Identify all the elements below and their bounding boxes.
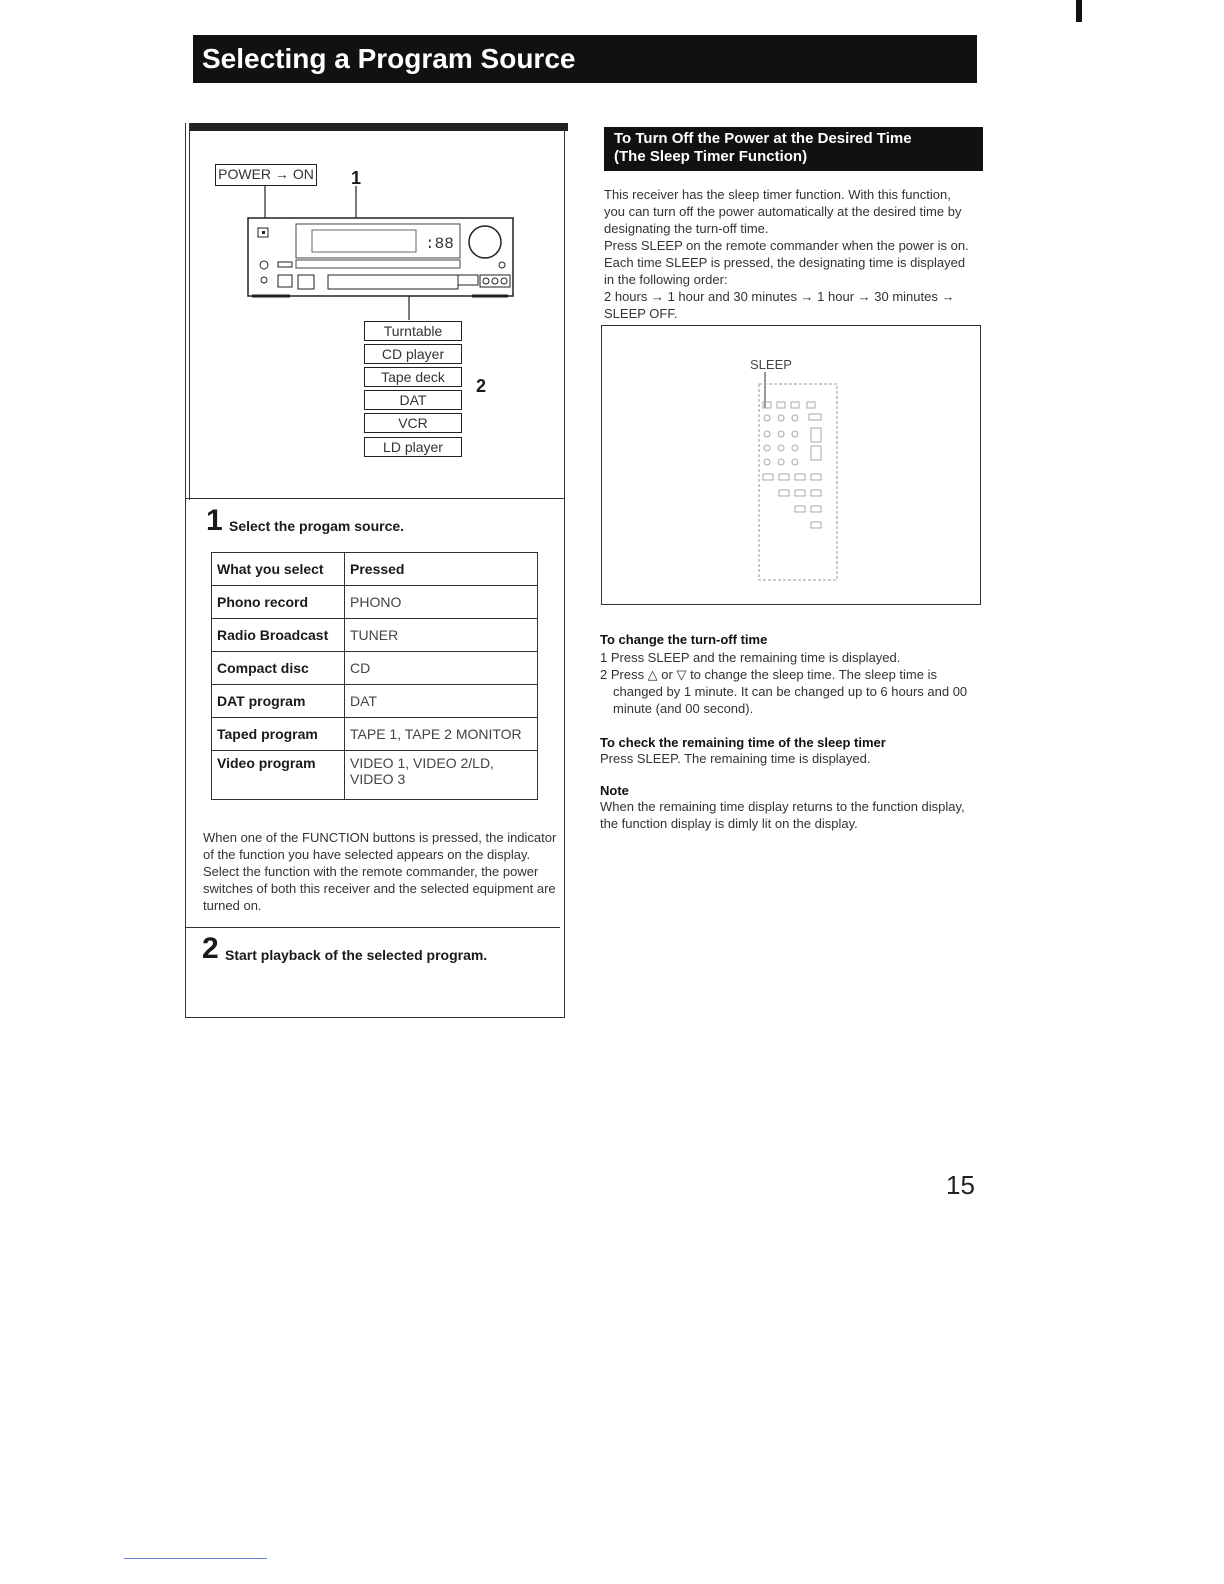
table-cell-button: TAPE 1, TAPE 2 MONITOR — [345, 718, 538, 751]
table-row — [212, 586, 538, 619]
page-edge-mark — [1076, 0, 1082, 22]
table-cell-button: DAT — [345, 685, 538, 718]
step-2-text: Start playback of the selected program. — [225, 947, 488, 963]
sleep-intro — [604, 186, 974, 322]
table-cell-item: Phono record — [212, 586, 345, 619]
bottom-rule — [124, 1558, 267, 1559]
callout-2: 2 — [476, 376, 487, 396]
table-row — [212, 652, 538, 685]
svg-text::88: :88 — [425, 235, 454, 253]
note-text: When the remaining time display returns to the function display, the function display is dimly lit on the display. — [600, 799, 965, 831]
table-row — [212, 718, 538, 751]
panel-divider — [185, 927, 560, 928]
sleep-heading-line-2: (The Sleep Timer Function) — [614, 148, 808, 165]
step-1-number: 1 — [206, 504, 223, 537]
change-time-section — [600, 632, 980, 717]
source-label-cd-player: CD player — [364, 344, 462, 364]
panel-divider — [185, 498, 565, 499]
source-label-vcr: VCR — [364, 413, 462, 433]
table-header-row — [212, 553, 538, 586]
note-section — [600, 783, 970, 832]
table-cell-item: Video program — [212, 751, 345, 800]
source-label-ld-player: LD player — [364, 437, 462, 457]
table-cell-button: TUNER — [345, 619, 538, 652]
check-time-title: To check the remaining time of the sleep timer — [600, 735, 886, 750]
sleep-press-text: Press SLEEP on the remote commander when the power is on. Each time SLEEP is pressed, the designating time is displayed in the following order: — [604, 238, 969, 287]
table-cell-button: VIDEO 1, VIDEO 2/LD, VIDEO 3 — [345, 751, 538, 800]
page-title: Selecting a Program Source — [193, 35, 977, 83]
power-on-label: POWER → ON — [215, 164, 317, 186]
check-time-section — [600, 735, 980, 767]
note-title: Note — [600, 783, 629, 798]
function-paragraph: When one of the FUNCTION buttons is pressed, the indicator of the function you have selected appears on the display. Select the function with the remote commander, the power switches of both this receiver and the selected equipment are turned on. — [203, 830, 557, 913]
remote-commander-illustration — [755, 372, 845, 584]
table-cell-item: DAT program — [212, 685, 345, 718]
table-row — [212, 751, 538, 800]
step-2-number: 2 — [202, 932, 219, 965]
table-header-cell: What you select — [212, 553, 345, 586]
page-number: 15 — [946, 1170, 975, 1200]
table-cell-button: CD — [345, 652, 538, 685]
table-row — [212, 685, 538, 718]
sleep-heading-line-1: To Turn Off the Power at the Desired Time — [614, 130, 912, 147]
source-label-tape-deck: Tape deck — [364, 367, 462, 387]
sleep-intro-text: This receiver has the sleep timer function. With this function, you can turn off the power automatically at the desired time by designating the turn-off time. — [604, 187, 962, 236]
receiver-illustration — [240, 180, 530, 320]
panel-left-border — [189, 123, 190, 500]
sleep-order-text: 2 hours → 1 hour and 30 minutes → 1 hour → 30 minutes → SLEEP OFF. — [604, 289, 955, 321]
sleep-callout-label: SLEEP — [750, 357, 792, 372]
change-step-1: 1 Press SLEEP and the remaining time is displayed. — [600, 650, 901, 665]
table-cell-item: Radio Broadcast — [212, 619, 345, 652]
table-header-cell: Pressed — [345, 553, 538, 586]
callout-1: 1 — [351, 168, 362, 188]
source-label-turntable: Turntable — [364, 321, 462, 341]
source-table — [211, 552, 538, 800]
sleep-section-heading — [604, 127, 983, 171]
panel-top-bar — [190, 123, 568, 131]
table-row — [212, 619, 538, 652]
table-cell-item: Compact disc — [212, 652, 345, 685]
step-1-text: Select the progam source. — [229, 518, 405, 534]
check-time-text: Press SLEEP. The remaining time is displayed. — [600, 751, 871, 766]
change-time-title: To change the turn-off time — [600, 632, 768, 647]
table-cell-item: Taped program — [212, 718, 345, 751]
table-cell-button: PHONO — [345, 586, 538, 619]
change-step-2: 2 Press △ or ▽ to change the sleep time. The sleep time is changed by 1 minute. It can be changed up to 6 hours and 00 minute (and 00 second). — [600, 667, 968, 716]
source-label-dat: DAT — [364, 390, 462, 410]
